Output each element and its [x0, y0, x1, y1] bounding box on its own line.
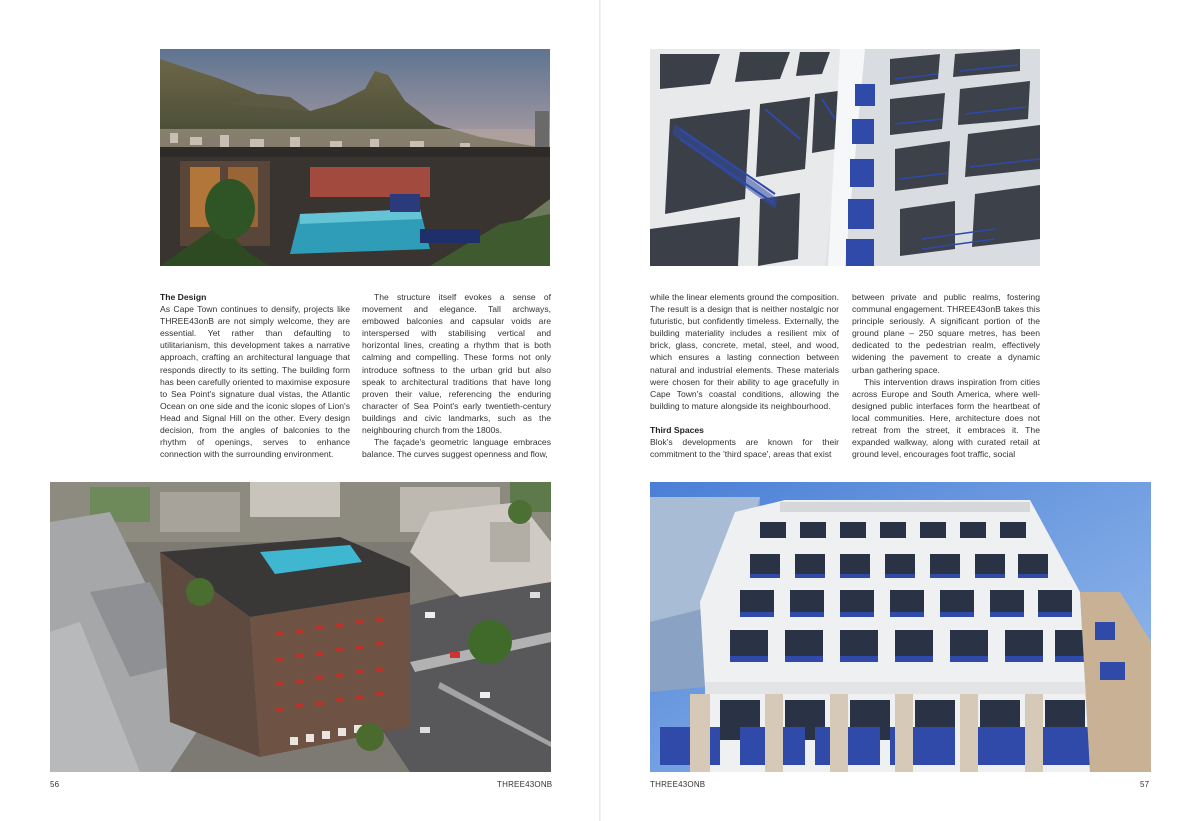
- left-page-column-2: [362, 291, 551, 460]
- right-page-column-1: [650, 291, 839, 460]
- paragraph: This intervention draws inspiration from cities across Europe and South America, where well-designed public interfaces form the heartbeat of local communities. Here, architecture does not retreat from the street, it embraces it. The expanded walkway, along with curated retail at ground level, encourages foot traffic, social: [852, 376, 1040, 460]
- page-number-left: 56: [50, 780, 60, 789]
- photo-building-facade-sky: [650, 482, 1151, 772]
- left-page-column-1: [160, 291, 350, 460]
- section-heading-third-spaces: Third Spaces: [650, 424, 704, 435]
- running-title-right: THREE43ONB: [650, 780, 706, 789]
- right-page-column-2: [852, 291, 1040, 460]
- paragraph: between private and public realms, fostering communal engagement. THREE43onB takes this principle seriously. A significant portion of the ground plane – 250 square metres, has been dedicated to the pedestrian realm, effectively widening the pavement to create a dynamic urban gathering space.: [852, 292, 1040, 375]
- paragraph: The façade's geometric language embraces balance. The curves suggest openness and flow,: [362, 437, 551, 460]
- paragraph-spacer: [650, 412, 839, 424]
- paragraph: As Cape Town continues to densify, projects like THREE43onB are not simply welcome, they are essential. Yet rather than defaulting to utilitarianism, this development takes a narrative approach, crafting an architectural language that responds directly to its setting. The building form has been carefully oriented to maximise exposure to Sea Point's signature dual vistas, the Atlantic Ocean on one side and the iconic slopes of Lion's Head and Signal Hill on the other. Every design decision, from the angles of balconies to the rhythm of openings, serves to enhance connection with the surrounding environment.: [160, 304, 350, 460]
- paragraph: The structure itself evokes a sense of movement and elegance. Tall archways, embowed balconies and capsular voids are interspersed with stabilising vertical and horizontal lines, creating a rhythm that is both calming and compelling. These forms not only introduce softness to the urban grid but also speak to architectural traditions that have long proven their value, referencing the enduring character of Sea Point's early twentieth-century buildings and civic landmarks, such as the neighbouring church from the 1800s.: [362, 292, 551, 436]
- section-heading-the-design: The Design: [160, 292, 207, 302]
- photo-facade-looking-up: [650, 49, 1040, 266]
- photo-aerial-building-street: [50, 482, 551, 772]
- page-gutter: [599, 0, 601, 821]
- paragraph: Blok's developments are known for their commitment to the 'third space', areas that exist: [650, 437, 839, 460]
- running-title-left: THREE43ONB: [497, 780, 553, 789]
- page-number-right: 57: [1140, 780, 1150, 789]
- paragraph: while the linear elements ground the composition. The result is a design that is neither nostalgic nor futuristic, but confidently timeless. Externally, the building materiality includes a resilient mix of brick, glass, concrete, metal, steel, and wood, which ensures a lasting connection between natural and industrial elements. These materials were chosen for their ability to age gracefully in Cape Town's coastal conditions, allowing the building to mature alongside its neighbourhood.: [650, 292, 839, 411]
- photo-rooftop-terrace-lions-head: [160, 49, 550, 266]
